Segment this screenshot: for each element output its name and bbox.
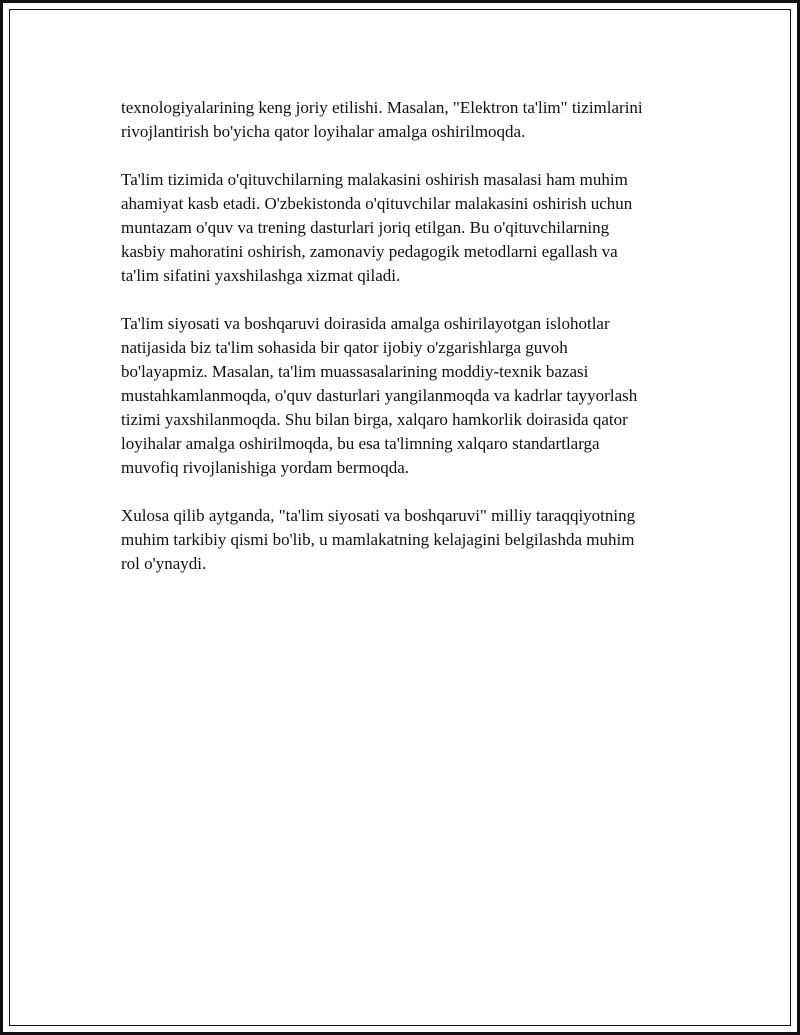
paragraph-3: Ta'lim siyosati va boshqaruvi doirasida amalga oshirilayotgan islohotlar natijasida biz ta'lim sohasida bir qator ijobiy o'zgarishlarga guvoh bo'layapmiz. Masalan, ta'lim muassasalarining moddiy-texnik bazasi mustahkamlanmoqda, o'quv dasturlari yangilanmoqda va kadrlar tayyorlash tizimi yaxshilanmoqda. Shu bilan birga, xalqaro hamkorlik doirasida qator loyihalar amalga oshirilmoqda, bu esa ta'limning xalqaro standartlarga muvofiq rivojlanishiga yordam bermoqda. (121, 314, 638, 477)
paragraph-2: Ta'lim tizimida o'qituvchilarning malakasini oshirish masalasi ham muhim ahamiyat kasb etadi. O'zbekistonda o'qituvchilar malakasini oshirish uchun muntazam o'quv va trening dasturlari joriq etilgan. Bu o'qituvchilarning kasbiy mahoratini oshirish, zamonaviy pedagogik metodlarni egallash va ta'lim sifatini yaxshilashga xizmat qiladi. (121, 170, 633, 285)
paragraph-1: texnologiyalarining keng joriy etilishi. Masalan, "Elektron ta'lim" tizimlarini rivojlantirish bo'yicha qator loyihalar amalga oshirilmoqda. (121, 98, 643, 141)
paragraph-4: Xulosa qilib aytganda, "ta'lim siyosati va boshqaruvi" milliy taraqqiyotning muhim tarkibiy qismi bo'lib, u mamlakatning kelajagini belgilashda muhim rol o'ynaydi. (121, 506, 636, 573)
document-body (121, 96, 701, 600)
